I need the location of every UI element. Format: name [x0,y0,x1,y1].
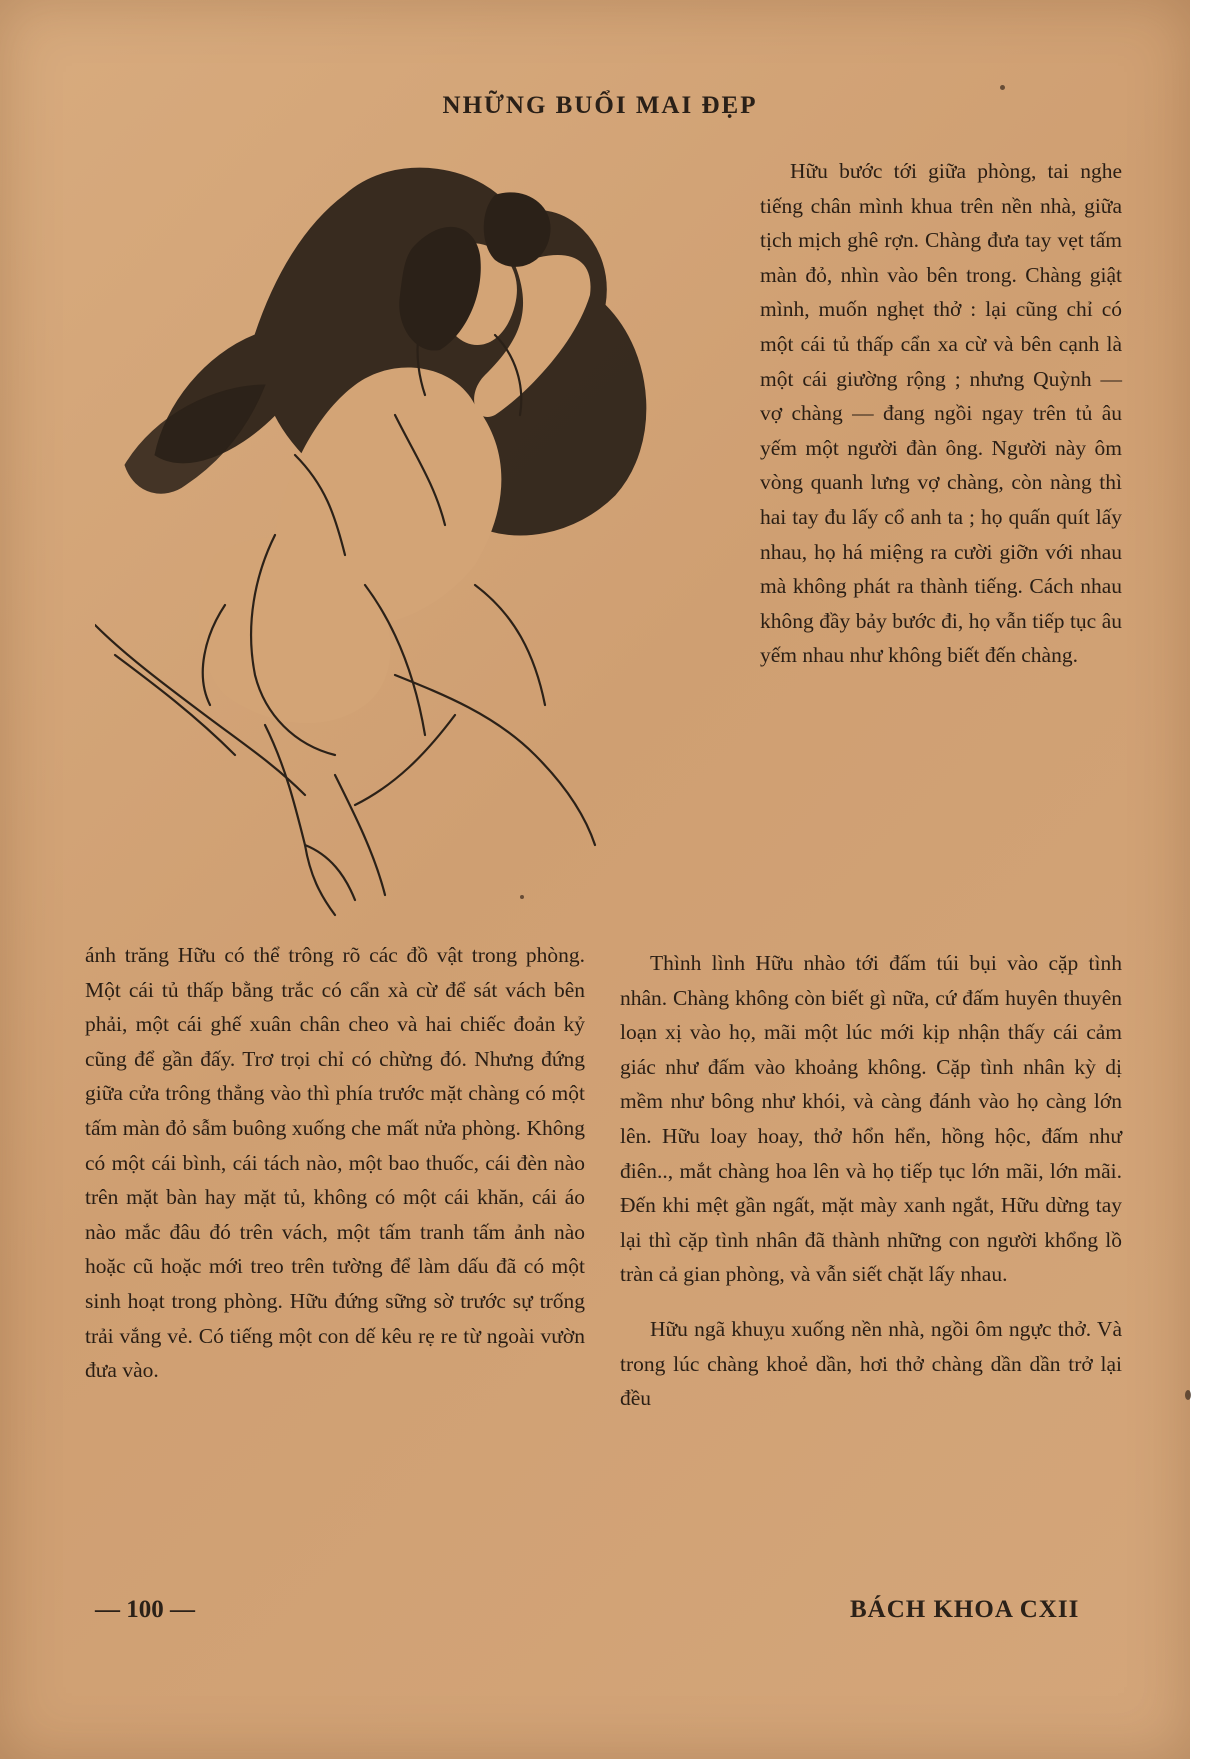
page-number: — 100 — [95,1596,195,1623]
paper-speck [1185,1390,1191,1400]
paragraph: ánh trăng Hữu có thể trông rõ các đồ vật trong phòng. Một cái tủ thấp bằng trắc có cẩn xà cừ để sát vách bên phải, một cái ghế xuân chân cheo và hai chiếc đoản kỷ cũng để gần đấy. Trơ trọi chỉ có chừng đó. Nhưng đứng giữa cửa trông thẳng vào thì phía trước mặt chàng có một tấm màn đỏ sẫm buông xuống che mất nửa phòng. Không có một cái bình, cái tách nào, một bao thuốc, cái đèn nào trên mặt bàn hay mặt tủ, không có một cái khăn, cái áo nào mắc đâu đó trên vách, một tấm tranh tấm ảnh nào hoặc cũ hoặc mới treo trên tường để làm dấu đã có một sinh hoạt trong phòng. Hữu đứng sững sờ trước sự trống trải vắng vẻ. Có tiếng một con dế kêu rẹ re từ ngoài vườn đưa vào. [85,943,585,1383]
scan-margin [1190,0,1218,1759]
paper-speck [520,895,524,899]
running-title: NHỮNG BUỔI MAI ĐẸP [442,92,758,119]
column-right-bottom [620,946,1122,1416]
paragraph: Thình lình Hữu nhào tới đấm túi bụi vào cặp tình nhân. Chàng không còn biết gì nữa, cứ đấm huyên thuyên loạn xị vào họ, mãi một lúc mới kịp nhận thấy cái cảm giác như đấm vào khoảng không. Cặp tình nhân kỳ dị mềm như bông như khói, và càng đánh vào họ càng lớn lên. Hữu loay hoay, thở hổn hển, hồng hộc, đấm như điên.., mắt chàng hoa lên và họ tiếp tục lớn mãi, lớn mãi. Đến khi mệt gần ngất, mặt mày xanh ngắt, Hữu dừng tay lại thì cặp tình nhân đã thành những con người khổng lồ tràn cả gian phòng, và vẫn siết chặt lấy nhau. [620,951,1122,1287]
embracing-couple-drawing [95,155,735,925]
paragraph: Hữu ngã khuỵu xuống nền nhà, ngồi ôm ngực thở. Và trong lúc chàng khoẻ dần, hơi thở chàng dần dần trở lại đều [620,1316,1122,1411]
journal-issue: BÁCH KHOA CXII [850,1596,1080,1623]
column-left-bottom [85,938,585,1388]
ink-illustration [95,155,735,925]
paragraph: Hữu bước tới giữa phòng, tai nghe tiếng chân mình khua trên nền nhà, giữa tịch mịch ghê rợn. Chàng đưa tay vẹt tấm màn đỏ, nhìn vào bên trong. Chàng giật mình, muốn nghẹt thở : lại cũng chỉ có một cái tủ thấp cẩn xa cừ và bên cạnh là một cái giường rộng ; nhưng Quỳnh — vợ chàng — đang ngồi ngay trên tủ âu yếm một người đàn ông. Người này ôm vòng quanh lưng vợ chàng, còn nàng thì hai tay đu lấy cổ anh ta ; họ quấn quít lấy nhau, họ há miệng ra cười giỡn với nhau mà không phát ra thành tiếng. Cách nhau không đầy bảy bước đi, họ vẫn tiếp tục âu yếm nhau như không biết đến chàng. [760,159,1122,668]
paper-speck [1000,85,1005,90]
column-right-top [760,154,1122,673]
